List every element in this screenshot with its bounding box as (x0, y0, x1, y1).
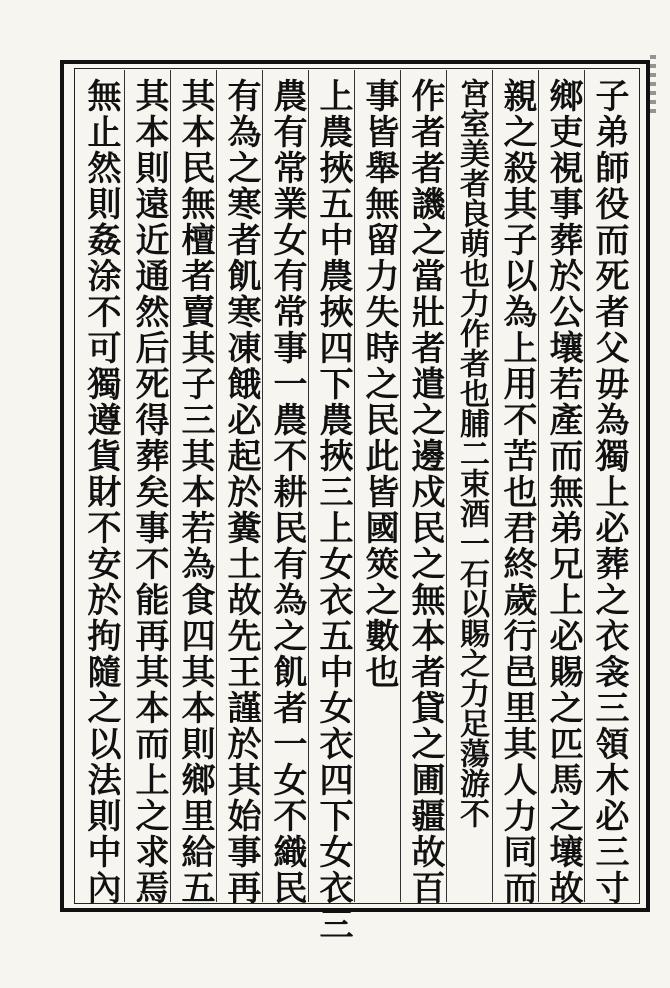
column-rule (446, 70, 447, 902)
column-rule (124, 70, 125, 902)
column-rule (492, 70, 493, 902)
column-rule (170, 70, 171, 902)
text-column-11: 其本則遠近通然后死得葬矣事不能再其本而上之求焉 (129, 78, 169, 906)
text-column-5: 作者者譏之當壯者遣之邊戍民之無本者貸之圃疆故百 (405, 78, 445, 906)
text-column-9: 有為之寒者飢寒凍餓必起於糞土故先王謹於其始事再 (221, 78, 261, 906)
text-column-6: 事皆舉無留力失時之民此皆國筴之數也 (359, 78, 399, 690)
text-column-7: 上農挾五中農挾四下農挾三上女衣五中女衣四下女衣三 (313, 78, 353, 942)
text-column-1: 子弟師役而死者父毋為獨上必葬之衣衾三領木必三寸 (589, 78, 629, 906)
text-column-8: 農有常業女有常事一農不耕民有為之飢者一女不織民 (267, 78, 307, 906)
text-column-10: 其本民無檀者賣其子三其本若為食四其本則鄉里給五 (175, 78, 215, 906)
text-column-12: 無止然則姦涂不可獨遵貨財不安於拘隨之以法則中內 (81, 78, 121, 906)
column-rule (262, 70, 263, 902)
column-rule (538, 70, 539, 902)
column-rule (584, 70, 585, 902)
column-rule (216, 70, 217, 902)
column-rule (400, 70, 401, 902)
page-edge-mark (650, 55, 656, 115)
text-column-3: 親之殺其子以為上用不苦也君終歲行邑里其人力同而 (497, 78, 537, 906)
column-rule (308, 70, 309, 902)
text-column-4: 宮室美者良萌也力作者也脯二束酒一石以賜之力足蕩游不 (454, 78, 489, 828)
text-column-2: 鄉吏視事葬於公壤若產而無弟兄上必賜之匹馬之壤故 (543, 78, 583, 906)
column-rule (354, 70, 355, 902)
